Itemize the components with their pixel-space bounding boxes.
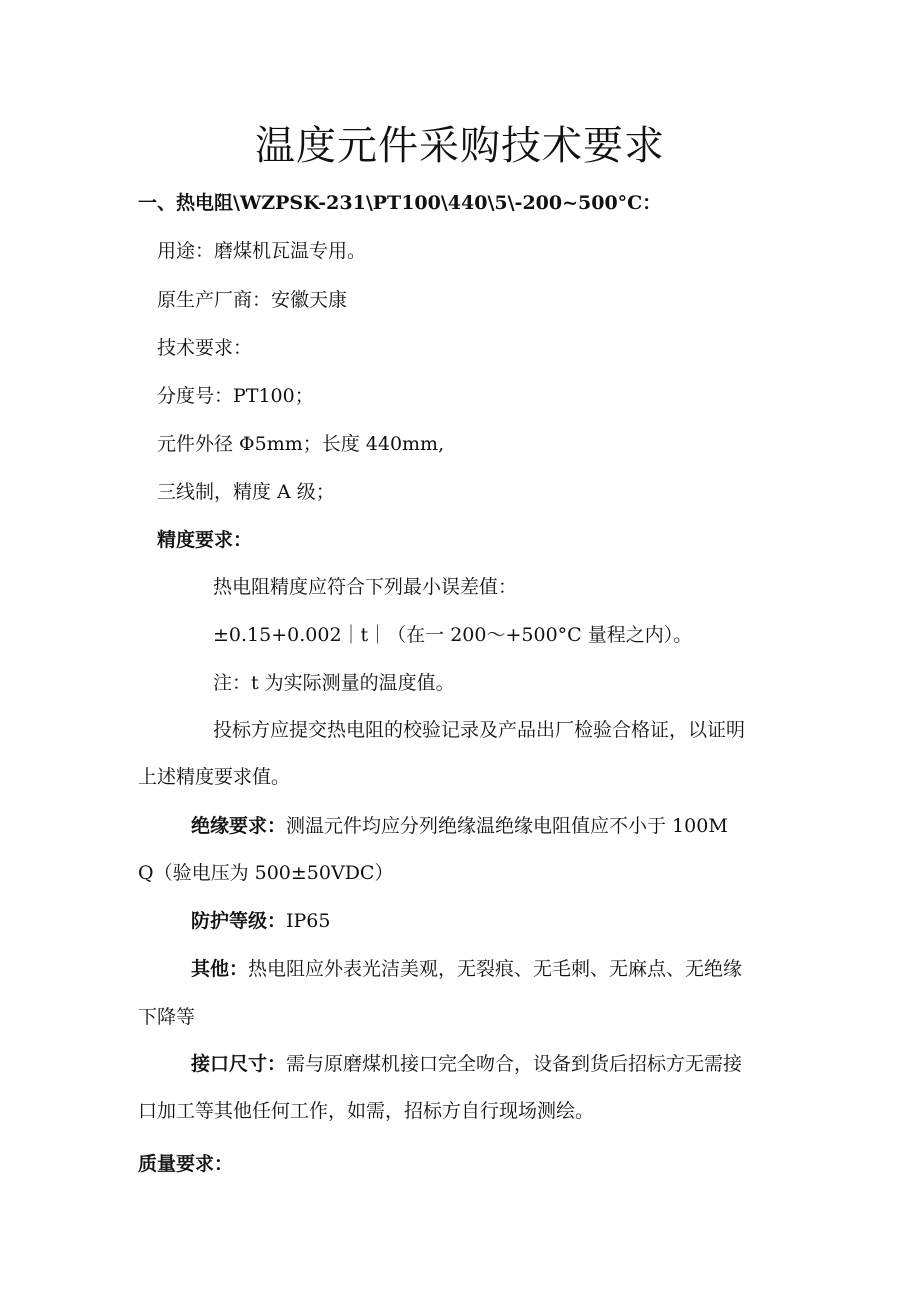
dimensions-line: 元件外径 Φ5mm；长度 440mm,	[157, 433, 445, 455]
other-paragraph	[191, 955, 742, 983]
accuracy-label: 精度要求：	[157, 529, 253, 551]
interface-line-2: 口加工等其他任何工作，如需，招标方自行现场测绘。	[138, 1100, 595, 1122]
protection-paragraph	[191, 907, 330, 935]
insulation-line-2: Q（验电压为 500±50VDC）	[138, 862, 394, 884]
tech-req-label: 技术要求：	[157, 337, 253, 359]
accuracy-formula: ±0.15+0.002｜t｜（在一 200～+500°C 量程之内）。	[213, 624, 693, 646]
protection-label: 防护等级：	[191, 910, 287, 932]
insulation-text: 测温元件均应分列绝缘温绝缘电阻值应不小于 100M	[286, 815, 728, 837]
graduation-line: 分度号：PT100；	[157, 385, 314, 407]
insulation-paragraph	[191, 812, 728, 840]
note-line: 注：t 为实际测量的温度值。	[213, 672, 455, 694]
document-title: 温度元件采购技术要求	[255, 123, 665, 169]
bid-requirement-line-1: 投标方应提交热电阻的校验记录及产品出厂检验合格证，以证明	[213, 719, 746, 741]
interface-label: 接口尺寸：	[191, 1053, 287, 1075]
other-line-2: 下降等	[138, 1006, 196, 1028]
manufacturer-line: 原生产厂商：安徽天康	[157, 289, 348, 311]
insulation-label: 绝缘要求：	[191, 815, 287, 837]
section1-heading: 一、热电阻\WZPSK-231\PT100\440\5\-200~500°C：	[138, 192, 662, 214]
quality-label: 质量要求：	[138, 1153, 234, 1175]
other-text: 热电阻应外表光洁美观，无裂痕、无毛刺、无麻点、无绝缘	[248, 958, 743, 980]
interface-paragraph	[191, 1050, 742, 1078]
protection-value: IP65	[286, 910, 331, 932]
other-label: 其他：	[191, 958, 249, 980]
bid-requirement-line-2: 上述精度要求值。	[138, 766, 291, 788]
accuracy-description: 热电阻精度应符合下列最小误差值：	[213, 576, 518, 598]
interface-text: 需与原磨煤机接口完全吻合，设备到货后招标方无需接	[286, 1053, 743, 1075]
wiring-line: 三线制，精度 A 级；	[157, 481, 335, 503]
usage-line: 用途：磨煤机瓦温专用。	[157, 240, 367, 262]
